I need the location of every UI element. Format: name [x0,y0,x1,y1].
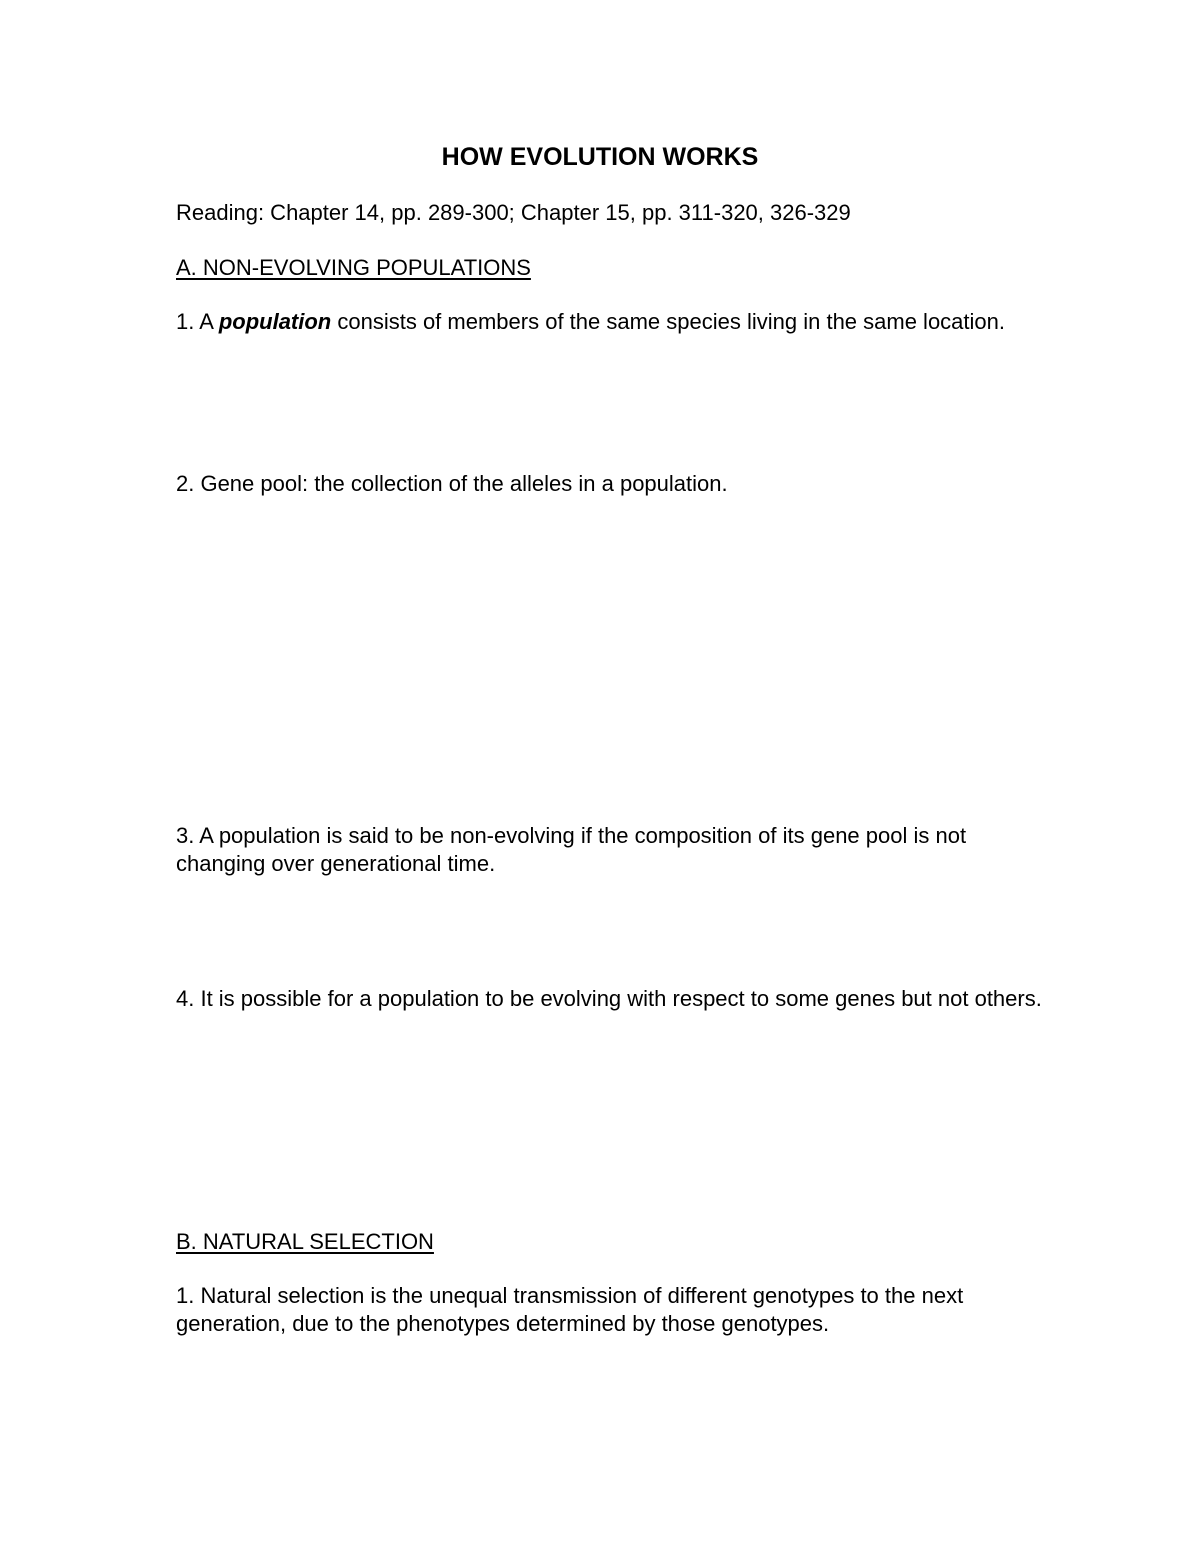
section-a-item-2: 2. Gene pool: the collection of the alleles in a population. [176,471,728,496]
section-a-heading: A. NON-EVOLVING POPULATIONS [176,255,531,280]
population-term: population [218,309,332,334]
reading-assignment: Reading: Chapter 14, pp. 289-300; Chapter 15, pp. 311-320, 326-329 [176,200,851,225]
section-a-item-3: 3. A population is said to be non-evolving if the composition of its gene pool is not changing over generational time. [176,823,967,876]
item-1-prefix: 1. A [176,309,219,334]
section-a-item-4: 4. It is possible for a population to be evolving with respect to some genes but not others. [176,986,1042,1011]
section-b-heading: B. NATURAL SELECTION [176,1229,434,1254]
section-a-item-1 [176,308,1056,336]
page-title: HOW EVOLUTION WORKS [441,143,759,171]
item-1-suffix: consists of members of the same species living in the same location. [331,309,1005,334]
section-b-item-1: 1. Natural selection is the unequal transmission of different genotypes to the next generation, due to the phenotypes determined by those genotypes. [176,1283,964,1336]
